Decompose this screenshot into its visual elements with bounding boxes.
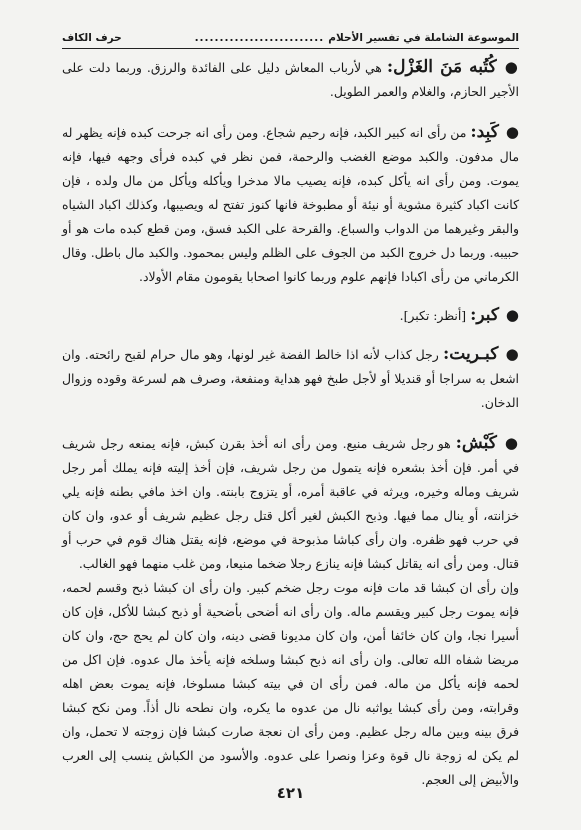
bullet-icon: ● <box>504 434 519 452</box>
entry-text: من رأى انه كبير الكبد، فإنه رحيم شجاع. ومن رأى انه جرحت كبده فإنه يظهر له مال مدفون. والكبد موضع الغضب والرحمة، فمن نظر في كبده فرأى وجهه فيها، فإنه يموت. ومن رأى انه يأكل كبده، فإنه يصيب مالا مدخرا ويأكله ويأكل من مال ولده ، فإن كانت اكباد كثيرة مشوية أو نيئة أو مطبوخة فانها كنوز تفتح له ويصيبها، وكذلك اكباد الشياه والبقر وغيرهما من الدواب والسباع. والقرحة على الكبد فسق، ومن قطع كبده مات هو أو حبيبه. وربما دل خروج الكبد من الجوف على الظلم وليس بمحمود. والكبد مال باطل. وقال الكرماني من رأى اكبادا فإنهم علوم وربما كانوا اصحابا يقومون مقام الأولاد. <box>62 125 519 284</box>
running-header <box>62 30 519 46</box>
page-number: ٤٢١ <box>276 784 305 802</box>
header-rule <box>62 48 519 49</box>
entry-text: وإن رأى ان كبشا قد مات فإنه موت رجل ضخم كبير. وان رأى ان كبشا ذبح وقسم لحمه، فإنه يموت رجل كبير ويقسم ماله. وان رأى انه أضحى بأضحية أو ذبح كبشا للأكل، فإن كان أسيرا نجا، وان كان خائفا أمن، وان كان مديونا قضى دينه، وان كان لم يحج حج، وان كان مريضا شفاه الله تعالى. وان رأى انه ذبح كبشا وسلخه فإنه يأخذ مال عدوه. فإن اكل من لحمه فإنه يأكل من ماله. فمن رأى ان في بيته كبشا مسلوخا، فإنه يموت بعض اهله وقرابته، ومن رأى كبشا يواثبه نال من عدوه ما يكره، وان نطحه نال أذاً. ومن نكح كبشا فرق بينه وبين ماله رجل عظيم. ومن رأى ان نعجة صارت كبشا فإن زوجته لا تحمل، وان لم يكن له زوجة نال قوة وعزا ونصرا على عدوه. والأسود من الكباش ينسب إلى العرب والأبيض إلى العجم. <box>62 580 519 787</box>
bullet-icon: ● <box>505 345 519 363</box>
entry-kibr <box>62 303 519 328</box>
entry-text: هي لأرباب المعاش دليل على الفائدة والرزق. وربما دلت على الأجير الحازم، والغلام والعمر الطويل. <box>62 60 519 99</box>
entry-headword: كَبْش: <box>455 433 497 453</box>
entry-headword: كبـريت: <box>443 344 499 364</box>
bullet-icon: ● <box>504 58 519 76</box>
header-book-title: الموسوعة الشاملة في تفسير الأحلام <box>328 32 519 44</box>
bullet-icon: ● <box>505 306 519 324</box>
entry-kibrit <box>62 342 519 415</box>
entry-kabsh <box>62 431 519 792</box>
entry-kabid <box>62 120 519 289</box>
entry-text: رجل كذاب لأنه اذا خالط الفضة غير لونها، وهو مال حرام لقبح رائحته. وان اشعل به سراجا أو قنديلا أو لأجل طبخ فهو هداية ومنفعة، وصرف هم لسرعة وقوده وزوال الدخان. <box>62 347 519 410</box>
entry-headword: كَبِد: <box>470 122 499 142</box>
entry-text: هو رجل شريف منيع. ومن رأى انه أخذ بقرن كبش، فإنه يمنعه رجل شريف في أمر. فإن أخذ بشعره فإنه يتمول من رجل شريف، فإن أخذ إليته فإنه يملك أمر رجل شريف وماله وخيره، ويرثه في عاقبة أمره، أو يتزوج بابنته. وان اخذ مافي بطنه فإنه يلي خزانته، أو ينال مما فيها. وذبح الكبش لغير أكل قتل رجل عظيم شريف أو عدو، وان كان في حرب فهو ظفره. وان رأى كباشا مذبوحة في موضع، فإنه يقتل هناك قوم في حرب أو قتال. ومن رأى انه يقاتل كبشا فإنه ينازع رجلا ضخما منيعا، ومن غلب منهما فهو الغالب. <box>62 436 519 571</box>
header-dot-leader: .......................... <box>194 32 325 44</box>
header-chapter-title: حرف الكاف <box>62 32 122 44</box>
bullet-icon: ● <box>505 123 520 141</box>
entry-kutubah <box>62 55 519 104</box>
entry-headword: كُتُبه مَنَ الغَزْل: <box>386 57 497 77</box>
entry-text: [أنظر: تكبر]. <box>399 308 467 323</box>
entry-headword: كبر: <box>470 305 499 325</box>
